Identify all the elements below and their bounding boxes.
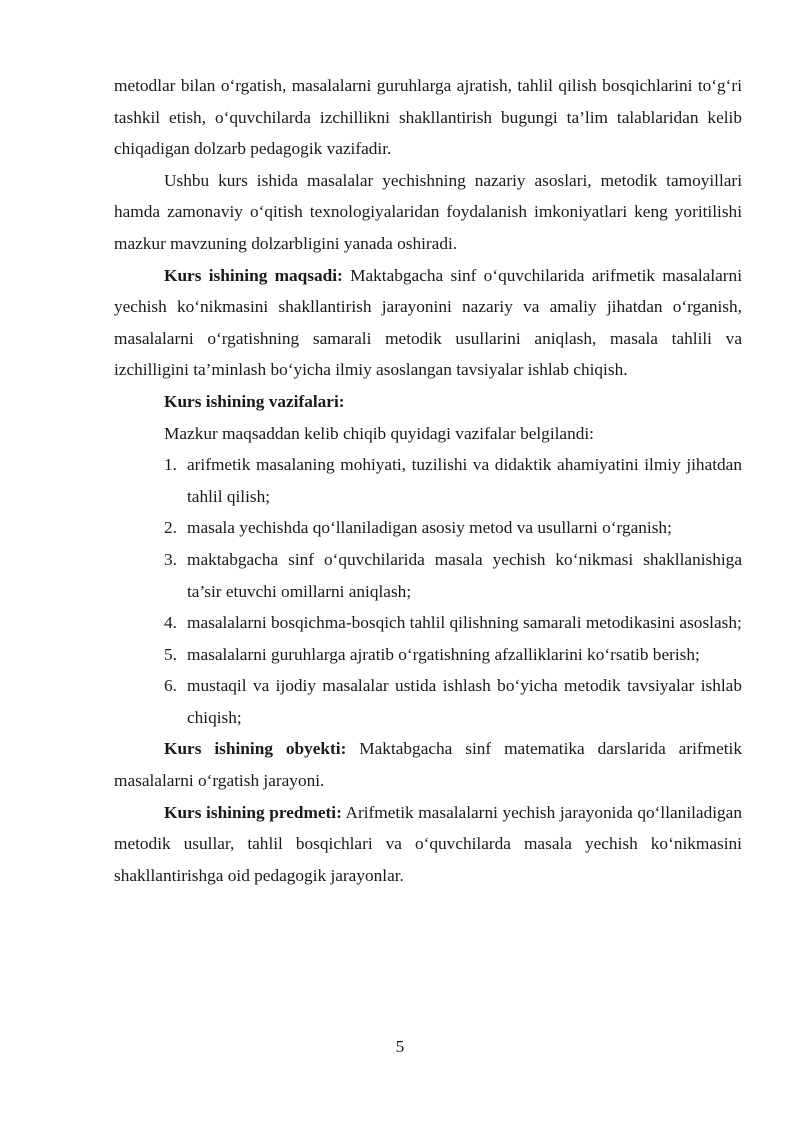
goal-heading: Kurs ishining maqsadi: bbox=[164, 265, 343, 285]
subject-heading: Kurs ishining predmeti: bbox=[164, 802, 342, 822]
page-number: 5 bbox=[395, 1037, 405, 1056]
tasks-heading: Kurs ishining vazifalari: bbox=[164, 391, 345, 411]
list-item bbox=[114, 607, 742, 639]
subject-text: Arifmetik masalalarni yechish jarayonida qo‘llaniladigan metodik usullar, tahlil bosqichlari va o‘quvchilarda masala yechish ko‘nikmasini shakllantirishga oid pedagogik jarayonlar. bbox=[114, 802, 742, 885]
list-item bbox=[114, 639, 742, 671]
paragraph-goal bbox=[114, 260, 742, 386]
list-item-text: masalalarni guruhlarga ajratib o‘rgatishning afzalliklarini ko‘rsatib berish; bbox=[187, 644, 700, 664]
list-item bbox=[114, 544, 742, 607]
list-item-number: 5. bbox=[164, 644, 177, 664]
paragraph-relevance: Ushbu kurs ishida masalalar yechishning nazariy asoslari, metodik tamoyillari hamda zamonaviy o‘qitish texnologiyalaridan foydalanish imkoniyatlari keng yoritilishi mazkur mavzuning dolzarbligini yanada oshiradi. bbox=[114, 170, 742, 253]
list-item-number: 1. bbox=[164, 455, 177, 475]
list-item-text: mustaqil va ijodiy masalalar ustida ishlash bo‘yicha metodik tavsiyalar ishlab chiqish; bbox=[187, 676, 742, 727]
object-text: Maktabgacha sinf matematika darslarida arifmetik masalalarni o‘rgatish jarayoni. bbox=[114, 739, 742, 791]
list-item-number: 4. bbox=[164, 613, 177, 633]
paragraph-intro-continued: metodlar bilan o‘rgatish, masalalarni guruhlarga ajratish, tahlil qilish bosqichlarini to‘g‘ri tashkil etish, o‘quvchilarda izchillikni shakllantirish bugungi ta’lim talablaridan kelib chiqadigan dolzarb pedagogik vazifadir. bbox=[114, 76, 742, 159]
list-item-number: 3. bbox=[164, 549, 177, 569]
list-item bbox=[114, 449, 742, 512]
list-item-number: 6. bbox=[164, 676, 177, 696]
list-item-number: 2. bbox=[164, 518, 177, 538]
document-page bbox=[114, 70, 742, 891]
paragraph-subject bbox=[114, 797, 742, 892]
list-item bbox=[114, 670, 742, 733]
list-item-text: masala yechishda qo‘llaniladigan asosiy metod va usullarni o‘rganish; bbox=[187, 518, 672, 538]
list-item-text: maktabgacha sinf o‘quvchilarida masala yechish ko‘nikmasi shakllanishiga ta’sir etuvchi omillarni aniqlash; bbox=[187, 549, 742, 601]
list-item-text: masalalarni bosqichma-bosqich tahlil qilishning samarali metodikasini asoslash; bbox=[187, 613, 742, 633]
tasks-list bbox=[114, 449, 742, 733]
list-item bbox=[114, 512, 742, 544]
tasks-intro: Mazkur maqsaddan kelib chiqib quyidagi vazifalar belgilandi: bbox=[164, 423, 594, 443]
object-heading: Kurs ishining obyekti: bbox=[164, 739, 347, 759]
goal-text: Maktabgacha sinf o‘quvchilarida arifmetik masalalarni yechish ko‘nikmasini shakllantirish jarayonini nazariy va amaliy jihatdan o‘rganish, masalalarni o‘rgatishning samarali metodik usullarini aniqlash, masala tahlili va izchilligini ta’minlash bo‘yicha ilmiy asoslangan tavsiyalar ishlab chiqish. bbox=[114, 265, 743, 380]
paragraph-object bbox=[114, 733, 742, 796]
list-item-text: arifmetik masalaning mohiyati, tuzilishi va didaktik ahamiyatini ilmiy jihatdan tahlil qilish; bbox=[187, 455, 742, 506]
